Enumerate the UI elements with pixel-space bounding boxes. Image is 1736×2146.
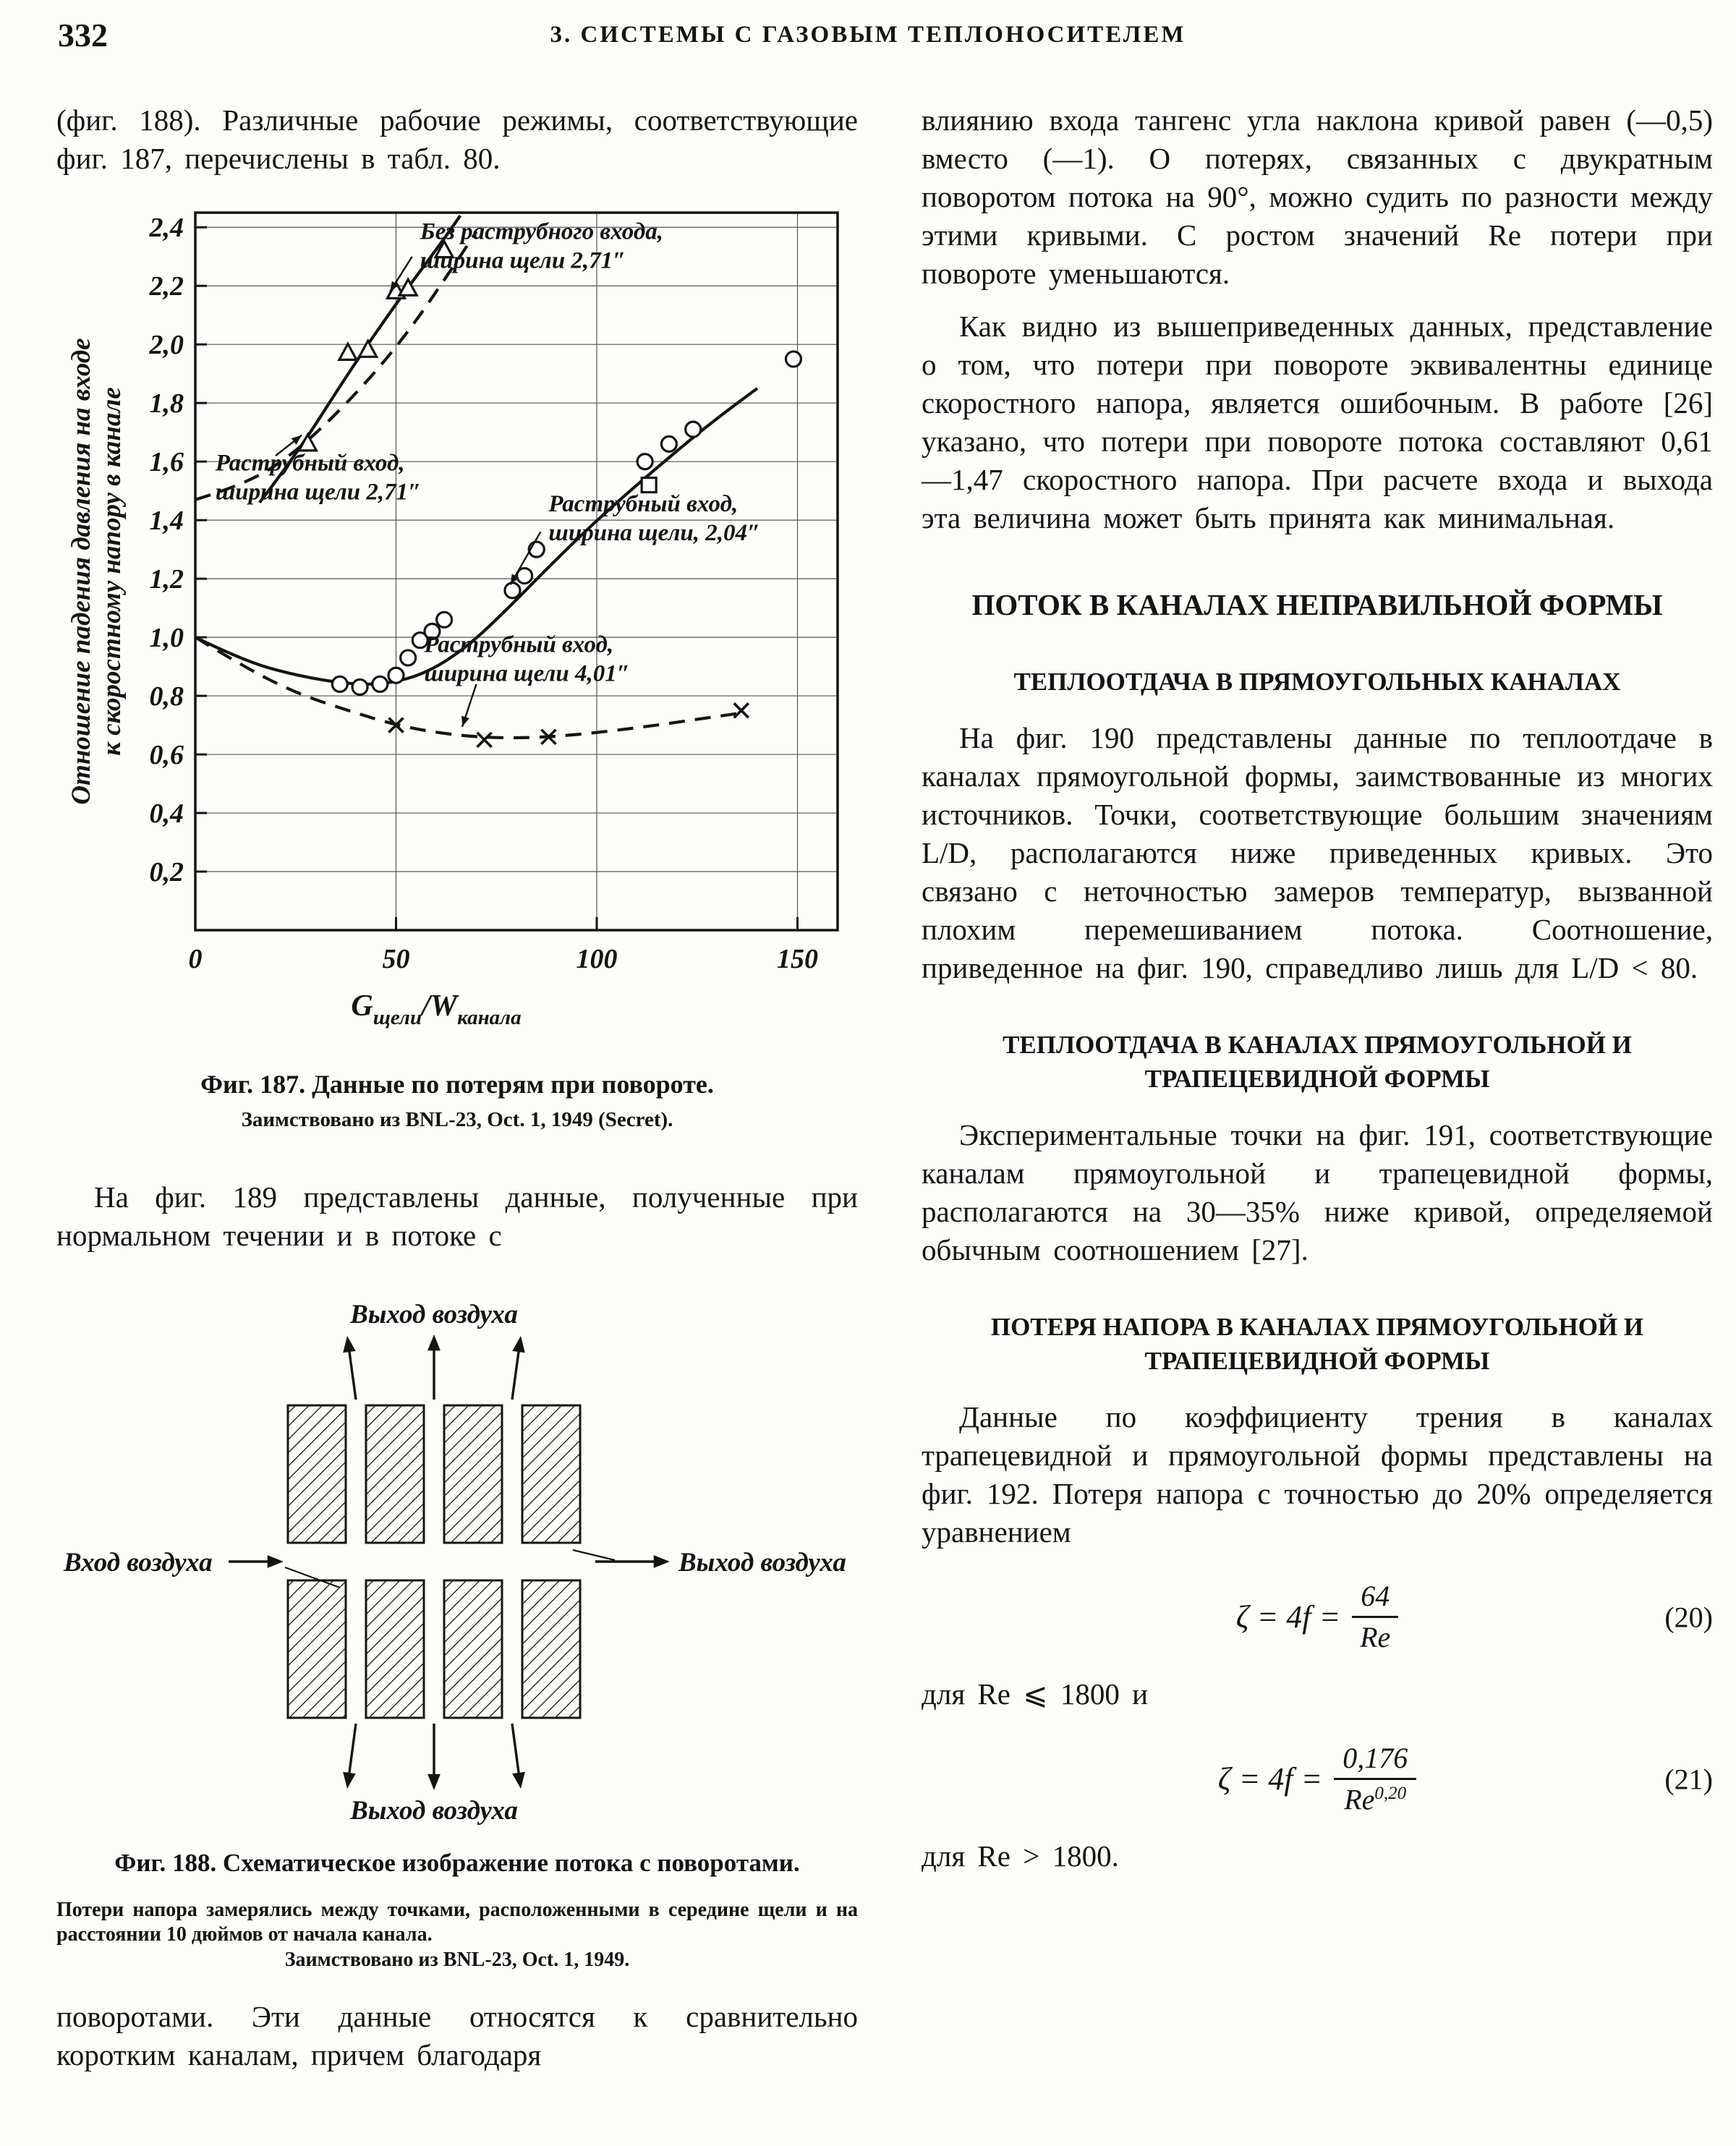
svg-text:100: 100 xyxy=(576,944,618,974)
equation-number: (20) xyxy=(1664,1601,1713,1633)
svg-text:1,2: 1,2 xyxy=(149,564,184,595)
fig187-chart xyxy=(56,198,858,1037)
equation-condition: для Re > 1800. xyxy=(922,1839,1119,1873)
equation-number: (21) xyxy=(1664,1763,1713,1796)
svg-text:1,8: 1,8 xyxy=(149,388,184,420)
fig187-source: Заимствовано из BNL-23, Oct. 1, 1949 (Secret). xyxy=(241,1108,673,1131)
chart-annotation: Раструбный вход, ширина щели, 2,04″ xyxy=(548,490,761,546)
fig187-caption: Фиг. 187. Данные по потерям при повороте. xyxy=(200,1070,714,1099)
paragraph: Данные по коэффициенту трения в каналах трапецевидной и прямоугольной формы представлены на фиг. 192. Потеря напора с точностью до 20% определяется уравнением xyxy=(922,1400,1713,1549)
fraction-denominator xyxy=(1334,1780,1416,1815)
plot-border xyxy=(195,213,838,930)
chart-annotation: Без раструбного входа, ширина щели 2,71″ xyxy=(420,218,663,274)
fraction xyxy=(1334,1742,1416,1815)
fuel-slab xyxy=(366,1405,424,1543)
equation-21 xyxy=(922,1742,1713,1815)
fraction-numerator: 0,176 xyxy=(1334,1742,1416,1780)
fuel-slab xyxy=(444,1580,502,1718)
fuel-slab xyxy=(366,1580,424,1718)
subsection-heading: ПОТЕРЯ НАПОРА В КАНАЛАХ ПРЯМОУГОЛЬНОЙ И ТРАПЕЦЕВИДНОЙ ФОРМЫ xyxy=(990,1313,1644,1375)
equation-condition: для Re ⩽ 1800 и xyxy=(922,1677,1149,1711)
paragraph: Как видно из вышеприведенных данных, представление о том, что потери при повороте эквивалентны единице скоростного напора, является ошибочным. В работе [26] указано, что потери при повороте потока составляют 0,61—1,47 скоростного напора. При расчете входа и выхода эта величина может быть принята как минимальная. xyxy=(922,310,1713,535)
paragraph: поворотами. Эти данные относятся к сравнительно коротким каналам, причем благодаря xyxy=(56,2000,858,2072)
fraction xyxy=(1352,1580,1398,1653)
svg-text:1,4: 1,4 xyxy=(149,506,184,537)
label-air-outlet-bottom: Выход воздуха xyxy=(350,1796,518,1826)
equation-lhs: ζ = 4f = xyxy=(1235,1599,1341,1635)
fig188-caption: Фиг. 188. Схематическое изображение потока с поворотами. xyxy=(114,1849,800,1877)
svg-text:2,0: 2,0 xyxy=(149,330,184,361)
fuel-slab xyxy=(522,1580,580,1718)
paragraph: влиянию входа тангенс угла наклона кривой равен (—0,5) вместо (—1). О потерях, связанных с двукратным поворотом потока на 90°, можно судить по разности между этими кривыми. С ростом значений Re потери при повороте уменьшаются. xyxy=(922,103,1713,290)
fuel-slab xyxy=(288,1405,346,1543)
chart-annotation: Раструбный вход, ширина щели 2,71″ xyxy=(215,450,422,506)
svg-text:0,8: 0,8 xyxy=(149,681,184,712)
chart-grid xyxy=(195,213,838,930)
paragraph: На фиг. 190 представлены данные по теплоотдаче в каналах прямоугольной формы, заимствованные из многих источников. Точки, соответствующие большим значениям L/D, располагаются ниже приведенных кривых. Это связано с неточностью замеров температур, вызванной плохим перемешиванием потока. Соотношение, приведенное на фиг. 190, справедливо лишь для L/D < 80. xyxy=(922,721,1713,984)
denominator-exponent: 0,20 xyxy=(1374,1784,1407,1803)
label-air-outlet-right: Выход воздуха xyxy=(678,1548,846,1577)
fig188-note-source: Заимствовано из BNL-23, Oct. 1, 1949. xyxy=(284,1949,630,1971)
svg-text:1,6: 1,6 xyxy=(149,447,184,478)
subsection-heading: ТЕПЛООТДАЧА В ПРЯМОУГОЛЬНЫХ КАНАЛАХ xyxy=(1013,668,1621,696)
fuel-slab xyxy=(288,1580,346,1718)
fraction-denominator: Re xyxy=(1360,1621,1391,1653)
denominator-base: Re xyxy=(1344,1783,1375,1816)
section-heading: ПОТОК В КАНАЛАХ НЕПРАВИЛЬНОЙ ФОРМЫ xyxy=(971,588,1663,621)
fuel-slab xyxy=(522,1405,580,1543)
svg-text:0,4: 0,4 xyxy=(149,799,184,830)
left-column xyxy=(56,101,858,2074)
equation-lhs: ζ = 4f = xyxy=(1217,1761,1323,1797)
x-axis-title: $G_{щели}/W_{канала}$ xyxy=(351,989,522,1029)
svg-text:50: 50 xyxy=(382,944,410,974)
label-air-inlet: Вход воздуха xyxy=(64,1548,213,1577)
running-title: 3. СИСТЕМЫ С ГАЗОВЫМ ТЕПЛОНОСИТЕЛЕМ xyxy=(550,22,1186,48)
right-column xyxy=(922,101,1713,1875)
paragraph: На фиг. 189 представлены данные, полученные при нормальном течении и в потоке с xyxy=(56,1180,858,1252)
paragraph: Экспериментальные точки на фиг. 191, соответствующие каналам прямоугольной и трапецевидной формы, располагаются на 30—35% ниже кривой, определяемой обычным соотношением [27]. xyxy=(922,1118,1713,1266)
chart-annotation: Раструбный вход, ширина щели 4,01″ xyxy=(424,631,630,687)
svg-text:1,0: 1,0 xyxy=(149,623,184,654)
svg-text:2,4: 2,4 xyxy=(149,213,184,244)
svg-text:0: 0 xyxy=(188,944,203,974)
y-axis-title: Отношение падения давления на входек скоростному напору в канале xyxy=(67,338,127,805)
fraction-numerator: 64 xyxy=(1352,1580,1398,1618)
svg-text:0,2: 0,2 xyxy=(149,857,184,888)
fuel-slab xyxy=(444,1405,502,1543)
svg-text:150: 150 xyxy=(777,944,818,974)
equation-20 xyxy=(922,1580,1713,1653)
subsection-heading: ТЕПЛООТДАЧА В КАНАЛАХ ПРЯМОУГОЛЬНОЙ И ТРАПЕЦЕВИДНОЙ ФОРМЫ xyxy=(1003,1031,1632,1093)
svg-text:2,2: 2,2 xyxy=(149,271,184,302)
svg-text:0,6: 0,6 xyxy=(149,740,184,771)
fig188-note: Потери напора замерялись между точками, расположенными в середине щели и на расстоянии 10 дюймов от начала канала. xyxy=(56,1899,858,1946)
paragraph: (фиг. 188). Различные рабочие режимы, соответствующие фиг. 187, перечислены в табл. 80. xyxy=(56,103,858,175)
fig188-diagram xyxy=(56,1298,858,1834)
label-air-outlet-top: Выход воздуха xyxy=(350,1300,518,1329)
page-number: 332 xyxy=(58,17,108,54)
